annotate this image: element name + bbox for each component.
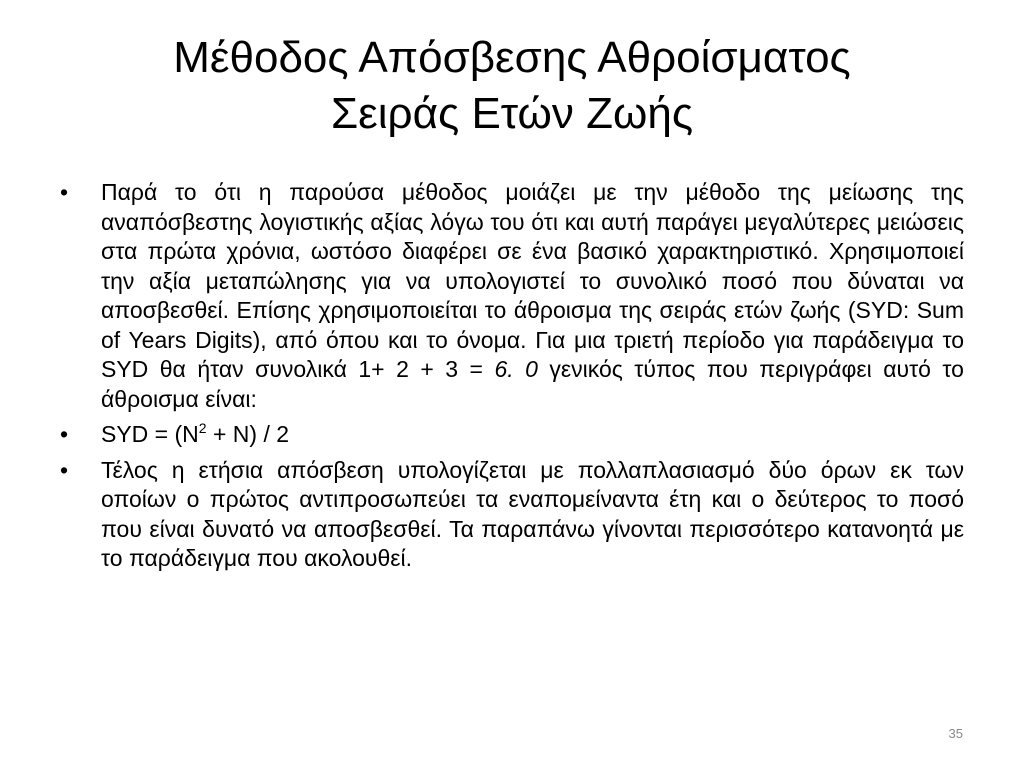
bullet-text-italic: 6. 0 — [494, 356, 538, 382]
slide-title — [60, 30, 964, 142]
slide-title-line-2: Σειράς Ετών Ζωής — [330, 89, 694, 138]
bullet-text-after: γενικός τύπος που περιγράφει αυτό το άθροισμα είναι: — [101, 356, 964, 412]
bullet-marker: • — [60, 179, 69, 205]
slide-title-line-1: Μέθοδος Απόσβεσης Αθροίσματος — [173, 33, 851, 82]
bullet-text-main: Παρά το ότι η παρούσα μέθοδος μοιάζει με την μέθοδο της μείωσης της αναπόσβεστης λογιστικής αξίας λόγω του ότι και αυτή παράγει μεγαλύτερες μειώσεις στα πρώτα χρόνια, ωστόσο διαφέρει σε ένα βασικό χαρακτηριστικό. Χρησιμοποιεί την αξία μεταπώλησης για να υπολογιστεί το συνολικό ποσό που δύναται να αποσβεσθεί. Επίσης χρησιμοποιείται το άθροισμα της σειράς ετών ζωής (SYD: Sum of Years Digits), από όπου και το όνομα. Για μια τριετή περίοδο για παράδειγμα το SYD θα ήταν συνολικά 1+ 2 + 3 = — [101, 179, 964, 382]
page-number: 35 — [948, 726, 963, 741]
bullet-item-annual-depreciation — [60, 456, 964, 574]
formula-after: + N) / 2 — [206, 421, 290, 447]
bullet-marker: • — [60, 421, 69, 447]
formula-before: SYD = (N — [101, 421, 199, 447]
bullet-list — [60, 178, 964, 580]
bullet-item-syd-description — [60, 178, 964, 414]
bullet-item-syd-formula — [60, 420, 964, 450]
formula-superscript: 2 — [198, 420, 207, 436]
bullet-text: Τέλος η ετήσια απόσβεση υπολογίζεται με πολλαπλασιασμό δύο όρων εκ των οποίων ο πρώτος αντιπροσωπεύει τα εναπομείναντα έτη και ο δεύτερος το ποσό που είναι δυνατό να αποσβεσθεί. Τα παραπάνω γίνονται περισσότερο κατανοητά με το παράδειγμα που ακολουθεί. — [101, 456, 964, 571]
bullet-marker: • — [60, 456, 69, 483]
